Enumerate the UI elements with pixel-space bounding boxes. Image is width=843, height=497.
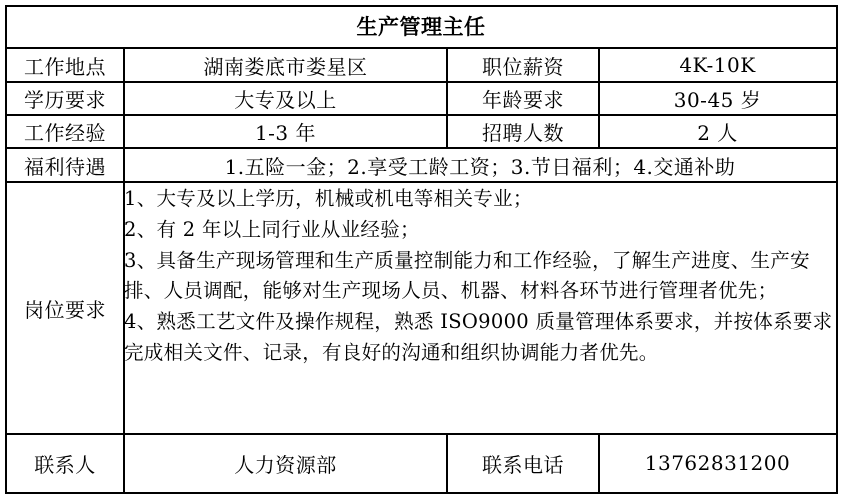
benefits-value: 1.五险一金；2.享受工龄工资；3.节日福利；4.交通补助 — [224, 154, 736, 179]
headcount-value: 2 人 — [697, 121, 738, 145]
table-rule — [5, 433, 837, 435]
age-label: 年龄要求 — [482, 88, 564, 112]
table-rule — [5, 114, 837, 116]
table-rule — [5, 47, 837, 49]
location-value: 湖南娄底市娄星区 — [203, 54, 368, 79]
table-rule — [5, 81, 837, 83]
table-column-rule — [123, 47, 125, 494]
requirement-item: 2、有 2 年以上同行业从业经验； — [124, 217, 420, 241]
requirements-label: 岗位要求 — [24, 297, 106, 322]
education-label: 学历要求 — [24, 88, 106, 112]
experience-label: 工作经验 — [24, 121, 106, 145]
contact-phone-label: 联系电话 — [482, 452, 564, 477]
table-border-bottom — [5, 492, 837, 494]
experience-value: 1-3 年 — [254, 121, 317, 145]
salary-value: 4K-10K — [679, 53, 756, 77]
table-column-rule — [446, 433, 448, 494]
education-value: 大专及以上 — [234, 88, 337, 112]
age-value: 30-45 岁 — [673, 88, 762, 112]
table-column-rule — [598, 47, 600, 148]
salary-label: 职位薪资 — [482, 54, 564, 79]
location-label: 工作地点 — [24, 54, 106, 79]
requirements-list — [124, 184, 836, 369]
table-border-left — [5, 5, 7, 494]
table-rule — [5, 181, 837, 183]
table-column-rule — [446, 47, 448, 148]
table-column-rule — [598, 433, 600, 494]
headcount-label: 招聘人数 — [482, 121, 564, 145]
table-rule — [5, 147, 837, 149]
contact-person-value: 人力资源部 — [234, 452, 337, 477]
table-border-right — [836, 5, 838, 494]
job-title: 生产管理主任 — [356, 14, 486, 39]
contact-person-label: 联系人 — [34, 452, 96, 477]
table-border-top — [5, 5, 837, 7]
requirement-item: 4、熟悉工艺文件及操作规程，熟悉 ISO9000 质量管理体系要求，并按体系要求完成相关文件、记录，有良好的沟通和组织协调能力者优先。 — [124, 310, 833, 364]
requirement-item: 1、大专及以上学历，机械或机电等相关专业； — [124, 187, 533, 210]
contact-phone-value: 13762831200 — [644, 451, 791, 475]
requirement-item: 3、具备生产现场管理和生产质量控制能力和工作经验，了解生产进度、生产安排、人员调配，能够对生产现场人员、机器、材料各环节进行管理者优先； — [124, 248, 810, 303]
benefits-label: 福利待遇 — [24, 154, 106, 179]
